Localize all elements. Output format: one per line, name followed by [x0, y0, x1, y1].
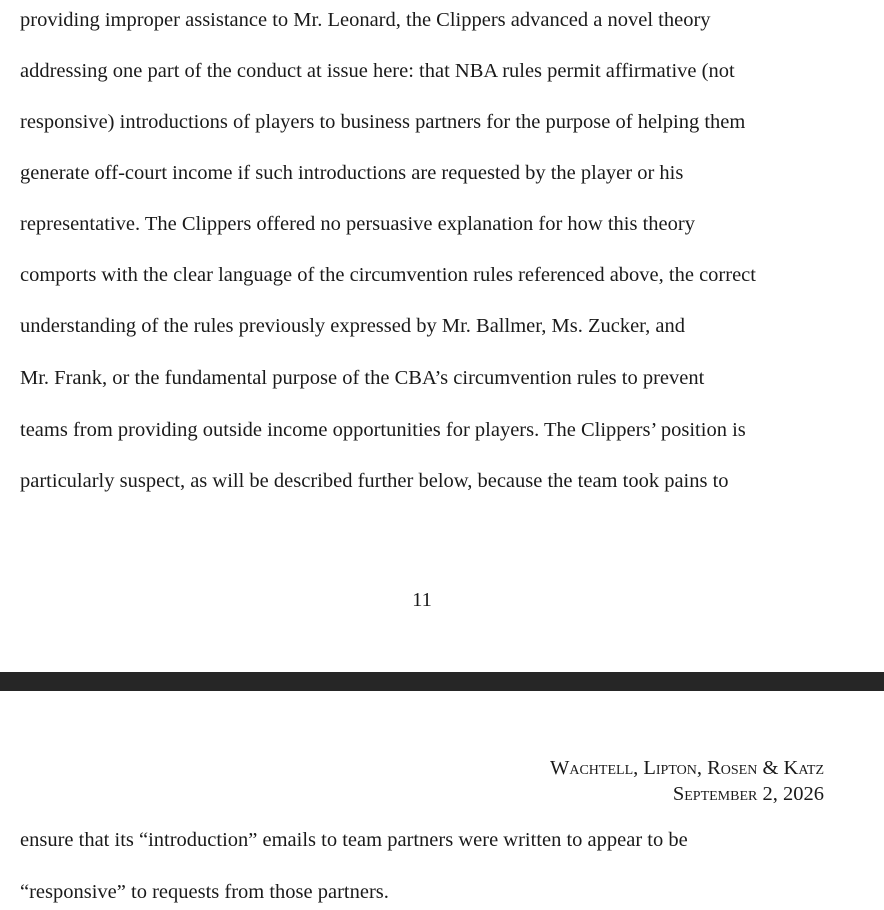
body-text-line: providing improper assistance to Mr. Leonard, the Clippers advanced a novel theory: [20, 9, 711, 31]
body-text-line: understanding of the rules previously expressed by Mr. Ballmer, Ms. Zucker, and: [20, 315, 686, 337]
body-text-line: addressing one part of the conduct at issue here: that NBA rules permit affirmative (not: [20, 60, 735, 82]
body-text-line: ensure that its “introduction” emails to team partners were written to appear to be: [20, 829, 688, 851]
body-text-line: particularly suspect, as will be described further below, because the team took pains to: [20, 470, 729, 492]
page-number: 11: [412, 589, 432, 611]
page-separator: [0, 672, 884, 691]
body-text-line: representative. The Clippers offered no persuasive explanation for how this theory: [20, 213, 695, 235]
body-text-line: Mr. Frank, or the fundamental purpose of the CBA’s circumvention rules to prevent: [20, 367, 705, 389]
body-text-line: teams from providing outside income opportunities for players. The Clippers’ position is: [20, 419, 746, 441]
body-text-line: “responsive” to requests from those partners.: [20, 881, 389, 903]
body-text-line: generate off-court income if such introductions are requested by the player or his: [20, 162, 684, 184]
body-text-line: comports with the clear language of the circumvention rules referenced above, the correct: [20, 264, 756, 286]
body-text-line: responsive) introductions of players to business partners for the purpose of helping them: [20, 111, 746, 133]
running-header: [550, 755, 824, 807]
header-date: September 2, 2026: [672, 783, 824, 805]
header-firm-name: Wachtell, Lipton, Rosen & Katz: [550, 757, 824, 779]
